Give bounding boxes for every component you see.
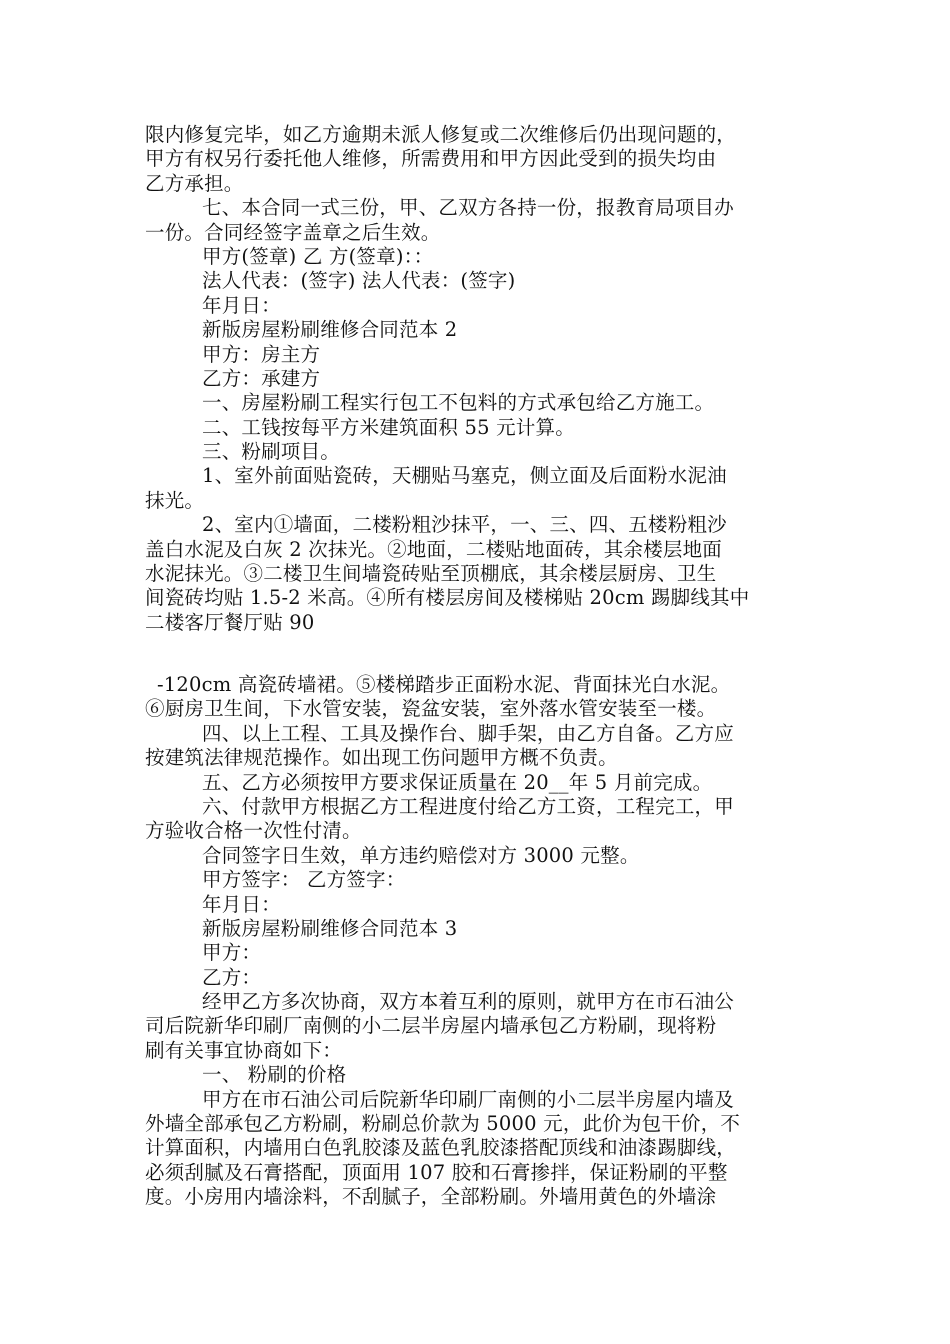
- text-line: 甲方在市石油公司后院新华印刷厂南侧的小二层半房屋内墙及: [202, 1087, 734, 1111]
- text-line: 甲方有权另行委托他人维修，所需费用和甲方因此受到的损失均由: [145, 147, 717, 171]
- text-line: 七、本合同一式三份，甲、乙双方各持一份，报教育局项目办: [202, 196, 734, 220]
- text-line: 甲方(签章) 乙 方(签章)：：: [202, 244, 434, 268]
- text-line: 五、乙方必须按甲方要求保证质量在 20__年 5 月前完成。: [202, 770, 713, 794]
- text-line: 方验收合格一次性付清。: [145, 819, 362, 843]
- text-line: 一、房屋粉刷工程实行包工不包料的方式承包给乙方施工。: [202, 391, 715, 415]
- text-line: 一份。合同经签字盖章之后生效。: [145, 220, 441, 244]
- text-line: 法人代表：(签字) 法人代表：(签字): [202, 269, 516, 293]
- text-line: 乙方：承建方: [202, 366, 321, 390]
- text-line: 水泥抹光。③二楼卫生间墙瓷砖贴至顶棚底，其余楼层厨房、卫生: [145, 562, 717, 586]
- text-line: 甲方签字： 乙方签字：: [202, 868, 406, 892]
- text-line: 甲方：: [202, 941, 262, 965]
- text-line: 限内修复完毕，如乙方逾期未派人修复或二次维修后仍出现问题的，: [145, 123, 737, 146]
- text-line: 间瓷砖均贴 1.5-2 米高。④所有楼层房间及楼梯贴 20cm 踢脚线其中: [145, 586, 750, 610]
- text-line: ⑥厨房卫生间，下水管安装，瓷盆安装，室外落水管安装至一楼。: [145, 697, 717, 721]
- text-line: 计算面积，内墙用白色乳胶漆及蓝色乳胶漆搭配顶线和油漆踢脚线，: [145, 1136, 737, 1160]
- text-line: 年月日：: [202, 892, 281, 916]
- text-line: 2、室内①墙面，二楼粉粗沙抹平，一、三、四、五楼粉粗沙: [202, 513, 727, 537]
- text-line: -120cm 高瓷砖墙裙。⑤楼梯踏步正面粉水泥、背面抹光白水泥。: [157, 673, 731, 696]
- text-line: 四、以上工程、工具及操作台、脚手架，由乙方自备。乙方应: [202, 721, 734, 745]
- text-line: 司后院新华印刷厂南侧的小二层半房屋内墙承包乙方粉刷，现将粉: [145, 1014, 717, 1038]
- text-line: 1、室外前面贴瓷砖，天棚贴马塞克，侧立面及后面粉水泥油: [202, 464, 727, 488]
- text-line: 新版房屋粉刷维修合同范本 2: [202, 318, 458, 342]
- text-line: 经甲乙方多次协商，双方本着互利的原则，就甲方在市石油公: [202, 990, 734, 1014]
- text-line: 抹光。: [145, 488, 205, 512]
- text-line: 必须刮腻及石膏搭配，顶面用 107 胶和石膏掺拌，保证粉刷的平整: [145, 1160, 728, 1184]
- text-line: 二、工钱按每平方米建筑面积 55 元计算。: [202, 415, 575, 439]
- text-line: 新版房屋粉刷维修合同范本 3: [202, 916, 458, 940]
- text-line: 乙方：: [202, 965, 262, 989]
- contract-text-lower: [145, 673, 815, 1210]
- text-line: 刷有关事宜协商如下：: [145, 1038, 343, 1062]
- text-line: 乙方承担。: [145, 171, 244, 195]
- text-line: 盖白水泥及白灰 2 次抹光。②地面，二楼贴地面砖，其余楼层地面: [145, 537, 723, 561]
- contract-text-upper: [145, 123, 815, 635]
- text-line: 六、付款甲方根据乙方工程进度付给乙方工资，工程完工，甲: [202, 794, 734, 818]
- text-line: 年月日：: [202, 293, 281, 317]
- text-line: 合同签字日生效，单方违约赔偿对方 3000 元整。: [202, 843, 640, 867]
- text-line: 度。小房用内墙涂料，不刮腻子，全部粉刷。外墙用黄色的外墙涂: [145, 1185, 717, 1209]
- text-line: 一、 粉刷的价格: [202, 1063, 347, 1087]
- text-line: 甲方：房主方: [202, 342, 321, 366]
- text-line: 外墙全部承包乙方粉刷，粉刷总价款为 5000 元，此价为包干价，不: [145, 1112, 741, 1136]
- text-line: 按建筑法律规范操作。如出现工伤问题甲方概不负责。: [145, 746, 618, 770]
- text-line: 三、粉刷项目。: [202, 440, 340, 464]
- text-line: 二楼客厅餐厅贴 90: [145, 610, 315, 634]
